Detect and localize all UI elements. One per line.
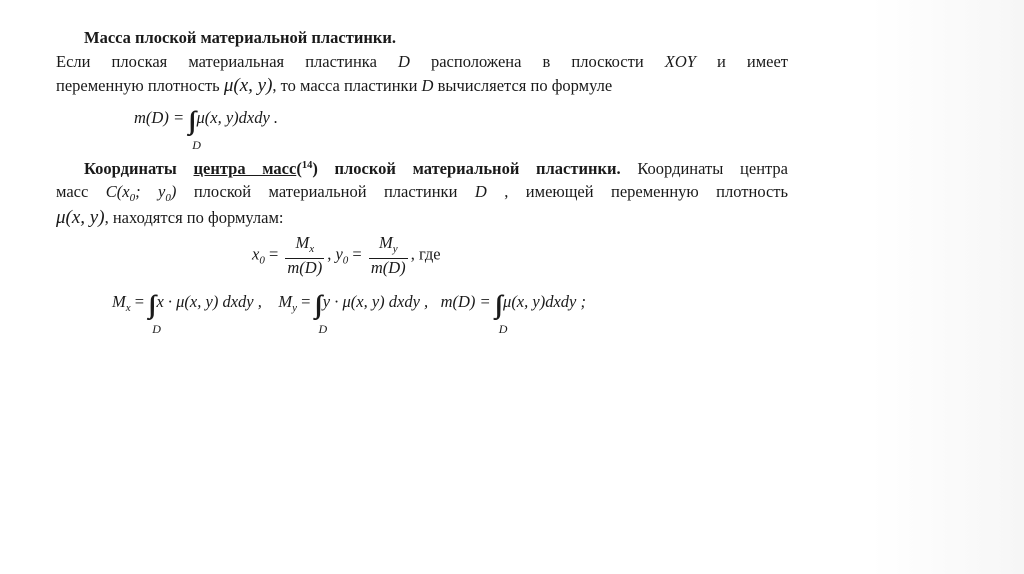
math-expression: μ(x, y) (223, 75, 273, 96)
math-operator: = (134, 292, 145, 311)
subscript: y (392, 243, 398, 255)
integral-domain: D (318, 322, 328, 336)
text: плоской материальной пластинки (193, 182, 458, 201)
text: масс (56, 182, 89, 201)
double-integral-icon: ∫∫ D (315, 295, 317, 315)
subscript: 0 (342, 254, 349, 267)
text: , то масса пластинки (272, 76, 418, 95)
fraction (285, 234, 324, 277)
denominator: m(D) (287, 258, 323, 277)
math-operator: = (268, 244, 279, 264)
math-operator: = (352, 244, 362, 264)
heading-text: Масса плоской материальной пластинки. (84, 28, 396, 47)
text: , где (410, 244, 441, 264)
math-part: M (112, 292, 126, 311)
formula-rhs: μ(x, y)dxdy . (196, 108, 279, 127)
double-integral-icon: ∫∫ D (148, 295, 150, 315)
moments-formula (112, 290, 586, 336)
text: расположена в плоскости (430, 52, 644, 71)
mass-formula (134, 106, 279, 152)
center-formula (252, 234, 441, 277)
formula-lhs: m(D) = (134, 108, 185, 127)
subscript: 0 (259, 254, 265, 267)
text: , имеющей переменную плотность (504, 182, 789, 201)
heading-text: ) плоской материальной пластинки. (312, 159, 621, 178)
paragraph-line (56, 74, 612, 98)
math-part: ; y (135, 182, 166, 201)
math-part: ) (170, 182, 177, 201)
paragraph-line (56, 50, 788, 74)
section-heading-mass (84, 26, 396, 50)
math-operator: , (327, 244, 332, 264)
paragraph-line (56, 206, 284, 230)
double-integral-icon: ∫∫ D (188, 111, 190, 131)
text: вычисляется по формуле (437, 76, 613, 95)
math-expression: μ(x, y) (56, 207, 105, 228)
double-integral-icon: ∫∫ D (495, 295, 497, 315)
heading-link: центра масс (193, 159, 297, 178)
text: и имеет (716, 52, 789, 71)
math-symbol: D (421, 76, 434, 95)
integral-domain: D (152, 322, 161, 336)
text: переменную плотность (56, 76, 220, 95)
integral-domain: D (192, 138, 201, 152)
math-part: C(x (105, 182, 130, 201)
math-part: m(D) = (440, 292, 491, 311)
subscript: x (309, 243, 315, 255)
numerator: M (378, 233, 393, 252)
denominator: m(D) (370, 258, 406, 277)
section-heading-center-of-mass (56, 154, 788, 181)
math-symbol: D (397, 52, 410, 71)
integrand: y · μ(x, y) dxdy , (322, 292, 429, 311)
subscript: 0 (165, 192, 171, 204)
math-part: M (278, 292, 293, 311)
fraction (369, 234, 408, 277)
heading-text: Координаты (84, 159, 177, 178)
subscript: x (125, 302, 131, 314)
math-symbol: XOY (664, 52, 696, 71)
math-part: x (252, 244, 260, 264)
integrand: μ(x, y)dxdy ; (503, 292, 586, 311)
math-part: y (335, 244, 343, 264)
heading-paren: ( (296, 159, 302, 178)
subscript: y (292, 302, 297, 314)
numerator: M (295, 233, 310, 252)
integral-domain: D (498, 322, 508, 336)
integrand: x · μ(x, y) dxdy , (156, 292, 262, 311)
footnote-ref: 14 (301, 160, 313, 171)
math-operator: = (301, 292, 311, 311)
math-expression (105, 182, 177, 204)
math-symbol: D (474, 182, 487, 201)
text: Координаты центра (637, 159, 789, 178)
text: , находятся по формулам: (104, 208, 284, 227)
subscript: 0 (129, 192, 136, 204)
text: Если плоская материальная пластинка (56, 52, 377, 71)
